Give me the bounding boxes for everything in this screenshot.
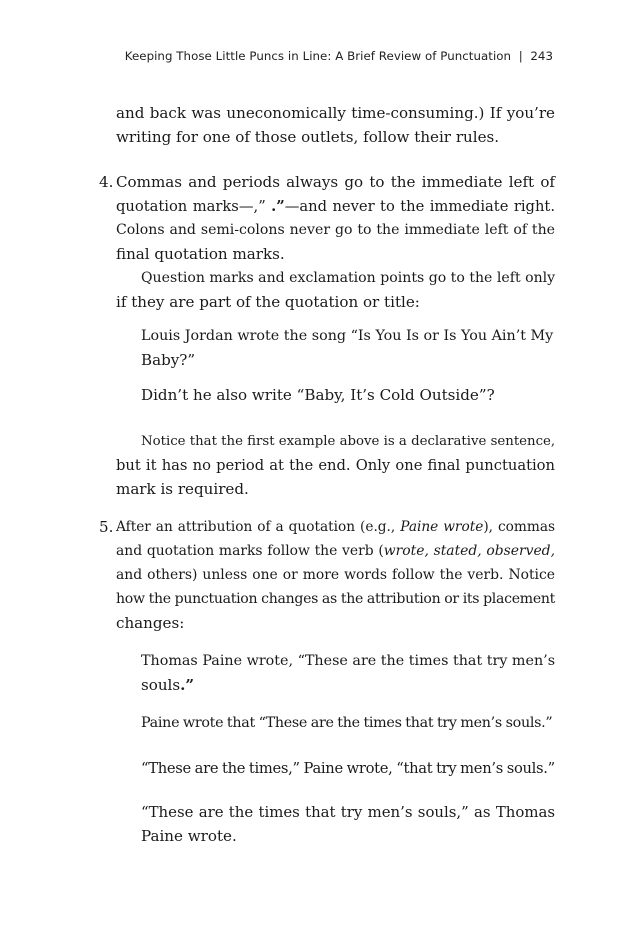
item-5-example-1-souls: souls (141, 676, 181, 694)
item-5-line-1-c: ), commas (483, 519, 556, 535)
item-5-example-3: “These are the times,” Paine wrote, “that try men’s souls.” (141, 760, 555, 777)
item-4-line-2 (116, 195, 555, 219)
item-5-example-1-line-2 (141, 674, 555, 698)
item-5-line-3: and others) unless one or more words follow the verb. Notice (116, 567, 555, 583)
running-header (110, 49, 553, 63)
header-separator: | (518, 49, 523, 63)
item-5-line-2-italic: wrote, stated, observed, (383, 543, 555, 559)
period-quote-mark-bold: .” (180, 676, 195, 694)
item-4-example-2: Didn’t he also write “Baby, It’s Cold Outside”? (141, 386, 495, 404)
item-4-example-1-line-1: Louis Jordan wrote the song “Is You Is or Is You Ain’t My (141, 328, 554, 344)
item-5-line-4: how the punctuation changes as the attribution or its placement (116, 591, 555, 607)
continuation-line-1: and back was uneconomically time-consuming.) If you’re (116, 104, 555, 122)
item-5-line-1-italic: Paine wrote (400, 519, 484, 535)
item-4-example-1-line-2: Baby?” (141, 351, 196, 369)
item-4-line-2-a: quotation marks—,” (116, 198, 272, 215)
item-5-number: 5. (99, 518, 114, 536)
item-5-example-4-line-2: Paine wrote. (141, 827, 237, 845)
item-4-line-4: final quotation marks. (116, 245, 285, 263)
item-5-line-5: changes: (116, 614, 185, 632)
item-4-line-1: Commas and periods always go to the immediate left of (116, 173, 555, 191)
item-5-example-2: Paine wrote that “These are the times that try men’s souls.” (141, 715, 553, 731)
continuation-line-2: writing for one of those outlets, follow their rules. (116, 128, 500, 146)
item-5-example-1-line-1: Thomas Paine wrote, “These are the times that try men’s (141, 653, 556, 669)
running-title: Keeping Those Little Puncs in Line: A Brief Review of Punctuation (124, 49, 512, 63)
item-5-line-2 (116, 540, 555, 564)
item-5-line-1 (116, 516, 555, 540)
item-4-para-2-line-1: Question marks and exclamation points go to the left only (141, 270, 556, 286)
item-5-example-4-line-1: “These are the times that try men’s souls,” as Thomas (141, 803, 555, 821)
period-quote-mark: .” (271, 198, 285, 215)
item-4-line-2-c: —and never to the immediate right. (284, 198, 555, 215)
page-number: 243 (530, 49, 553, 63)
item-5-line-1-a: After an attribution of a quotation (e.g., (116, 519, 401, 535)
item-4-line-3: Colons and semi-colons never go to the immediate left of the (116, 222, 555, 238)
item-5-line-2-a: and quotation marks follow the verb ( (116, 543, 384, 559)
item-4-note-line-1: Notice that the first example above is a declarative sentence, (141, 434, 556, 449)
item-4-note-line-3: mark is required. (116, 480, 249, 498)
item-4-para-2-line-2: if they are part of the quotation or title: (116, 293, 420, 311)
item-4-number: 4. (99, 173, 114, 191)
item-4-note-line-2: but it has no period at the end. Only one final punctuation (116, 457, 555, 474)
